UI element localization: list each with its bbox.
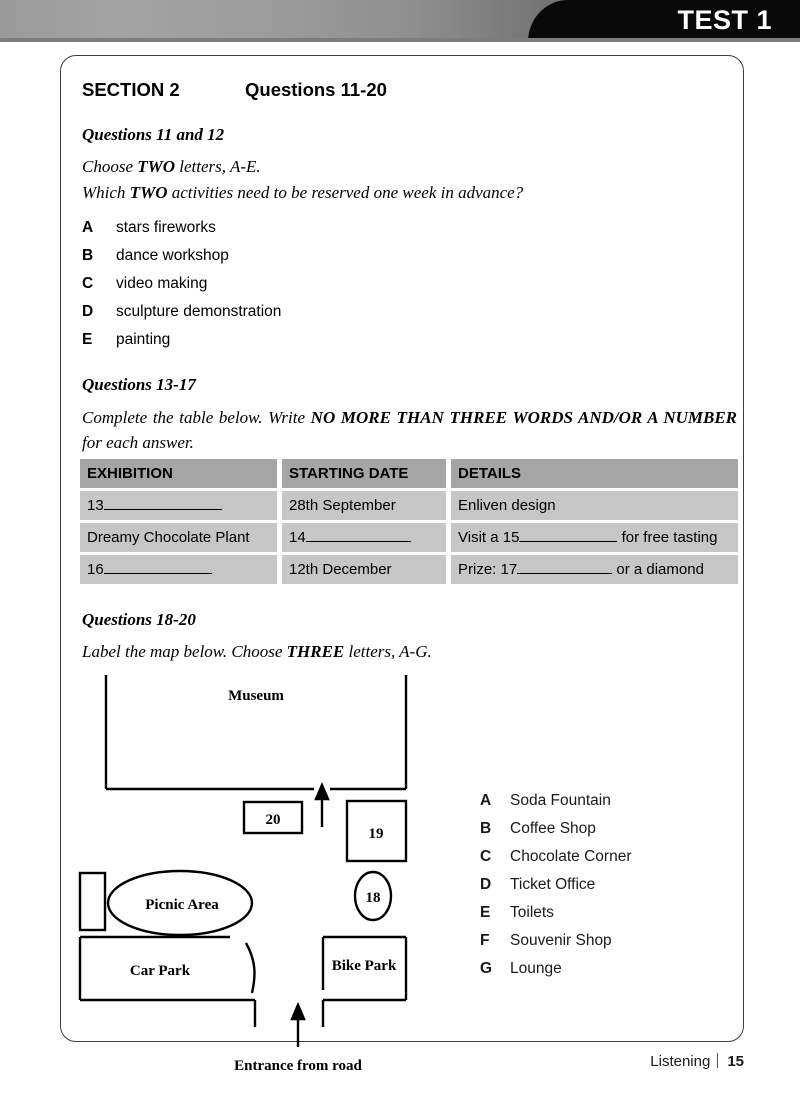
instr-text: Label the map below. Choose [82, 642, 287, 661]
answer-blank[interactable] [104, 559, 212, 574]
instr-text: Complete the table below. Write [82, 408, 311, 427]
legend-letter: B [480, 820, 492, 837]
cell-details[interactable] [451, 523, 738, 552]
legend-letter: E [480, 904, 491, 921]
table-row [80, 491, 738, 520]
option-letter: A [82, 219, 94, 236]
instr-bold: TWO [137, 157, 176, 176]
questions-18-20-heading: Questions 18-20 [82, 610, 196, 629]
column-header-details: DETAILS [451, 459, 738, 488]
column-header-exhibition: EXHIBITION [80, 459, 277, 488]
instr-text: for each answer. [82, 433, 194, 452]
section-questions-range: Questions 11-20 [245, 79, 387, 100]
questions-11-12-instruction-line2 [82, 183, 523, 203]
legend-label: Souvenir Shop [510, 932, 612, 949]
option-label: sculpture demonstration [116, 303, 282, 320]
page-footer [0, 1053, 744, 1070]
instr-text: activities need to be reserved one week in advance? [167, 183, 524, 202]
column-header-starting-date: STARTING DATE [282, 459, 446, 488]
museum-label: Museum [228, 688, 284, 704]
option-label: painting [116, 331, 171, 348]
header-banner [0, 0, 800, 42]
museum-arrow-head [316, 785, 328, 799]
option-letter: D [82, 303, 94, 320]
box-19-label: 19 [368, 826, 384, 842]
section-label: SECTION 2 [82, 79, 180, 100]
option-label: stars fireworks [116, 219, 216, 236]
legend-letter: G [480, 960, 493, 977]
cell-exhibition[interactable] [80, 555, 277, 584]
legend-label: Lounge [510, 960, 562, 977]
option-letter: E [82, 331, 93, 348]
option-letter: C [82, 275, 94, 292]
questions-13-17-heading: Questions 13-17 [82, 375, 196, 394]
details-prefix: Visit a [458, 529, 503, 546]
legend-label: Ticket Office [510, 876, 596, 893]
answer-number: 17 [500, 561, 518, 578]
carpark-curve [246, 943, 254, 993]
legend-label: Chocolate Corner [510, 848, 632, 865]
instr-text: Choose [82, 157, 138, 176]
instr-bold: THREE [286, 642, 345, 661]
cell-exhibition[interactable] [80, 491, 277, 520]
legend-letter: C [480, 848, 492, 865]
table-header-row [80, 459, 738, 488]
legend-label: Coffee Shop [510, 820, 596, 837]
questions-11-12-instruction-line1 [82, 157, 261, 177]
cell-starting-date: 12th December [282, 555, 446, 584]
box-20-label: 20 [265, 812, 281, 828]
footer-divider [717, 1053, 718, 1068]
cell-exhibition: Dreamy Chocolate Plant [80, 523, 277, 552]
cell-starting-date[interactable] [282, 523, 446, 552]
details-prefix: Prize: [458, 561, 501, 578]
table-row [80, 555, 738, 584]
questions-18-20-instruction [82, 642, 432, 662]
answer-blank[interactable] [104, 495, 222, 510]
map-svg [70, 675, 470, 1074]
legend-letter: F [480, 932, 490, 949]
details-suffix: for free tasting [617, 529, 718, 546]
details-suffix: or a diamond [612, 561, 704, 578]
answer-blank[interactable] [519, 527, 617, 542]
legend-letter: A [480, 792, 492, 809]
answer-number: 16 [87, 561, 104, 578]
table-row [80, 523, 738, 552]
legend-label: Toilets [510, 904, 554, 921]
bike-park-label: Bike Park [331, 958, 397, 974]
questions-13-17-instruction [82, 405, 737, 455]
cell-details[interactable] [451, 555, 738, 584]
picnic-area-label: Picnic Area [145, 897, 219, 913]
instr-text: letters, A-G. [344, 642, 432, 661]
answer-blank[interactable] [517, 559, 612, 574]
option-label: video making [116, 275, 208, 292]
cell-starting-date: 28th September [282, 491, 446, 520]
footer-section-name: Listening [650, 1053, 711, 1070]
instr-text: Which [82, 183, 130, 202]
instr-bold: TWO [129, 183, 168, 202]
instr-bold: NO MORE THAN THREE WORDS AND/OR A NUMBER [310, 408, 738, 427]
entrance-label: Entrance from road [234, 1058, 362, 1074]
legend-label: Soda Fountain [510, 792, 611, 809]
answer-number: 13 [87, 497, 104, 514]
answer-blank[interactable] [306, 527, 411, 542]
map-small-box-left [80, 873, 105, 930]
ellipse-18-label: 18 [365, 890, 381, 906]
footer-page-number: 15 [727, 1053, 744, 1070]
exhibition-table [80, 459, 738, 587]
car-park-label: Car Park [129, 963, 191, 979]
test-title: TEST 1 [677, 5, 772, 35]
option-label: dance workshop [116, 247, 229, 264]
questions-11-12-heading: Questions 11 and 12 [82, 125, 225, 144]
answer-number: 14 [289, 529, 306, 546]
option-letter: B [82, 247, 94, 264]
answer-number: 15 [502, 529, 520, 546]
instr-text: letters, A-E. [175, 157, 261, 176]
legend-letter: D [480, 876, 492, 893]
cell-details: Enliven design [451, 491, 738, 520]
